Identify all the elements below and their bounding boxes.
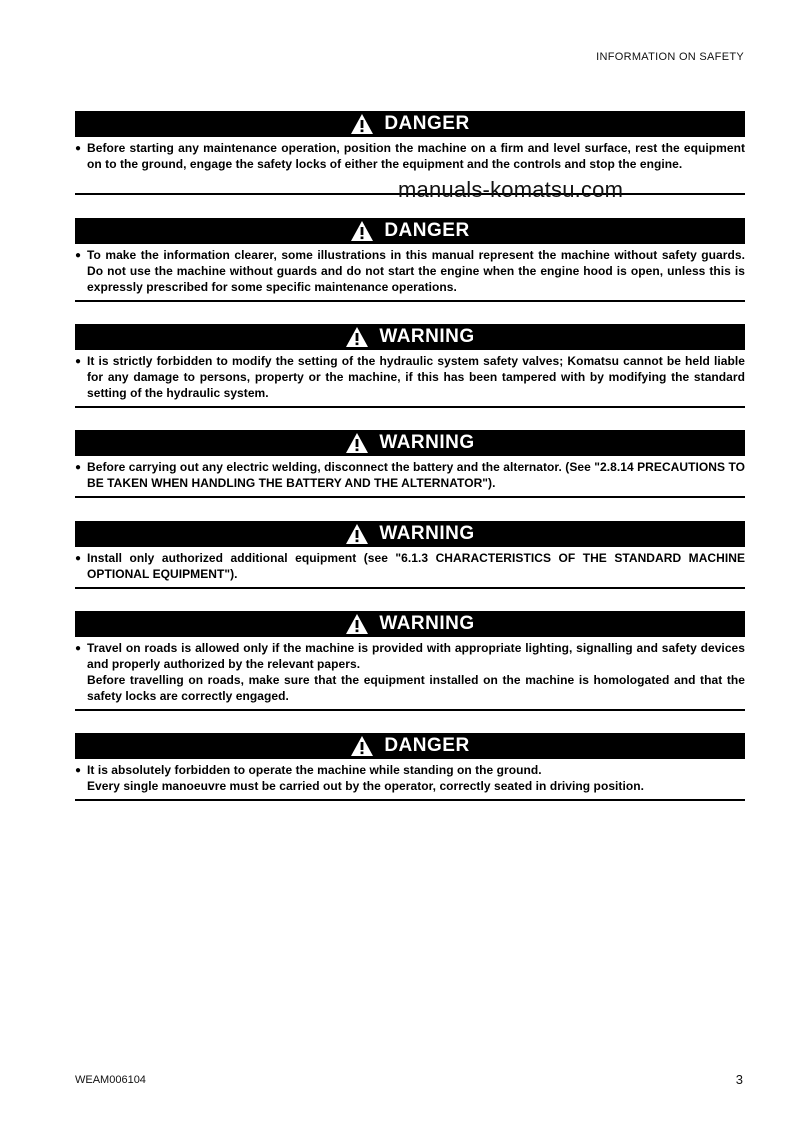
notice-body: [75, 759, 745, 794]
notice-text: Before starting any maintenance operation, position the machine on a firm and level surface, rest the equipment on to the ground, engage the safety locks of either the equipment and the controls and stop the engine.: [87, 141, 745, 171]
divider: [75, 709, 745, 711]
notice-body: [75, 137, 745, 172]
notice-text: Before carrying out any electric welding, disconnect the battery and the alternator. (See "2.8.14 PRECAUTIONS TO BE TAKEN WHEN HANDLING THE BATTERY AND THE ALTERNATOR").: [87, 460, 745, 490]
notice-body: [75, 456, 745, 491]
bullet-icon: ●: [75, 250, 82, 261]
warning-triangle-icon: [345, 523, 369, 545]
bullet-icon: ●: [75, 643, 82, 654]
bullet-icon: ●: [75, 356, 82, 367]
danger-banner: [75, 111, 745, 137]
watermark: manuals-komatsu.com: [398, 177, 624, 202]
warning-notice: [75, 430, 745, 491]
notice-text: Install only authorized additional equipment (see "6.1.3 CHARACTERISTICS OF THE STANDARD MACHINE OPTIONAL EQUIPMENT").: [87, 551, 745, 581]
warning-triangle-icon: [350, 735, 374, 757]
danger-banner: [75, 733, 745, 759]
warning-triangle-icon: [345, 326, 369, 348]
warning-notice: [75, 521, 745, 582]
warning-notice: [75, 324, 745, 401]
divider: [75, 300, 745, 302]
notice-text: Before travelling on roads, make sure that the equipment installed on the machine is homologated and that the safety locks are correctly engaged.: [87, 673, 745, 703]
notice-level: WARNING: [379, 432, 475, 453]
danger-banner: [75, 218, 745, 244]
divider: [75, 799, 745, 801]
warning-banner: [75, 611, 745, 637]
danger-notice: [75, 218, 745, 295]
bullet-icon: ●: [75, 553, 82, 564]
notice-body: [75, 244, 745, 295]
document-code: WEAM006104: [75, 1074, 146, 1086]
notice-level: WARNING: [379, 326, 475, 347]
bullet-icon: ●: [75, 462, 82, 473]
divider: [75, 496, 745, 498]
notice-body: [75, 350, 745, 401]
notice-body: [75, 547, 745, 582]
divider: [75, 406, 745, 408]
warning-notice: [75, 611, 745, 704]
notice-level: DANGER: [384, 220, 470, 241]
warning-triangle-icon: [345, 432, 369, 454]
page-number: 3: [735, 1072, 743, 1087]
notice-text: It is strictly forbidden to modify the setting of the hydraulic system safety valves; Komatsu cannot be held liable for any damage to persons, property or the machine, if this has been tampered with by modifying the standard setting of the hydraulic system.: [87, 354, 745, 400]
bullet-icon: ●: [75, 143, 82, 154]
notice-text: Travel on roads is allowed only if the machine is provided with appropriate lighting, signalling and safety devices and properly authorized by the relevant papers.: [87, 641, 745, 671]
warning-banner: [75, 521, 745, 547]
warning-banner: [75, 430, 745, 456]
notice-level: DANGER: [384, 113, 470, 134]
notice-text: To make the information clearer, some illustrations in this manual represent the machine without safety guards. Do not use the machine without guards and do not start the engine when the engine hood is open, unless this is expressly prescribed for some specific maintenance operations.: [87, 248, 745, 294]
notice-body: [75, 637, 745, 704]
notice-text: It is absolutely forbidden to operate the machine while standing on the ground.: [87, 763, 542, 777]
notice-level: DANGER: [384, 735, 470, 756]
warning-triangle-icon: [350, 113, 374, 135]
notice-level: WARNING: [379, 613, 475, 634]
warning-triangle-icon: [345, 613, 369, 635]
bullet-icon: ●: [75, 765, 82, 776]
notice-level: WARNING: [379, 523, 475, 544]
notice-text: Every single manoeuvre must be carried out by the operator, correctly seated in driving position.: [87, 779, 645, 793]
warning-triangle-icon: [350, 220, 374, 242]
section-title: INFORMATION ON SAFETY: [596, 51, 744, 63]
warning-banner: [75, 324, 745, 350]
danger-notice: [75, 733, 745, 794]
divider: [75, 587, 745, 589]
danger-notice: [75, 111, 745, 172]
